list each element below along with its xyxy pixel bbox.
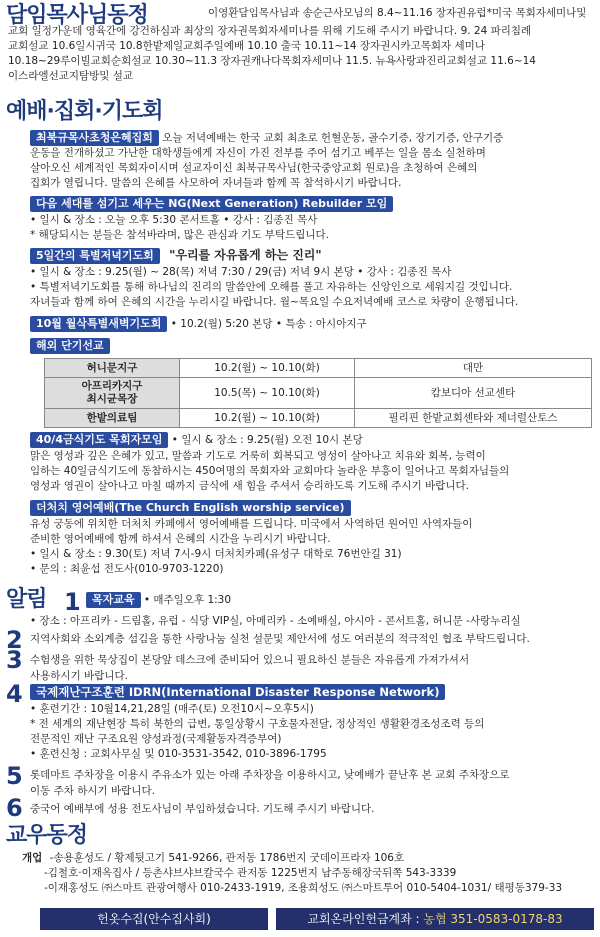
mission-table xyxy=(44,358,592,428)
notice-number: 4 xyxy=(6,680,23,708)
notice-line: 이동 주차 하시기 바랍니다. xyxy=(30,785,155,797)
notice-line: 수험생을 위한 묵상집이 본당앞 데스크에 준비되어 있으니 필요하신 분들은 자유롭게 가져가셔서 xyxy=(30,654,470,666)
fasting-section xyxy=(30,432,595,494)
special-evening-label: 5일간의 특별저녁기도회 xyxy=(30,248,160,264)
english-line: • 일시 & 장소 : 9.30(토) 저녁 7시-9시 더처치카페(유성구 대학로 76번안길 31) xyxy=(30,548,402,560)
mission-team: 아프리카지구 최시균목장 xyxy=(45,378,180,409)
revival-line: 오늘 저녁예배는 한국 교회 최초로 헌혈운동, 골수기증, 장기기증, 안구기증 xyxy=(162,132,504,144)
revival-label: 최북규목사초청은혜집회 xyxy=(30,130,159,146)
members-line: -송용훈성도 / 황제뒷고기 541-9266, 관저동 1786번지 굿데이프라자 106호 xyxy=(49,852,405,864)
notice-2 xyxy=(30,632,595,647)
dawn-text: • 10.2(월) 5:20 본당 • 특송 : 아시아지구 xyxy=(170,318,367,330)
rebuilder-line: * 해당되시는 분들은 참석바라며, 많은 관심과 기도 부탁드립니다. xyxy=(30,229,330,241)
mission-place: 대만 xyxy=(355,359,592,378)
notice-5 xyxy=(30,767,595,799)
notice-line: • 장소 : 아프리카 - 드림홀, 유럽 - 식당 VIP실, 아메리카 - 소예배실, 아시아 - 콘서트홀, 허니문 -사랑누리실 xyxy=(30,615,521,627)
pastor-news-title: 담임목사님동정 xyxy=(6,3,148,28)
dawn-label: 10월 월삭특별새벽기도회 xyxy=(30,316,167,332)
pastor-news-line: 이스라엘선교지탐방및 설교 xyxy=(8,70,134,82)
pastor-news-body xyxy=(8,6,592,84)
table-row xyxy=(45,359,592,378)
notice-line: 중국어 예배부에 성용 전도사님이 부임하셨습니다. 기도해 주시기 바랍니다. xyxy=(30,803,375,815)
dawn-section xyxy=(30,316,595,333)
special-evening-line: • 일시 & 장소 : 9.25(월) ~ 28(목) 저녁 7:30 / 29(금) 저녁 9시 본당 • 강사 : 김종진 목사 xyxy=(30,266,452,278)
english-label: 더처치 영어예배(The Church English worship service) xyxy=(30,500,351,516)
members-prefix: 개업 xyxy=(22,852,43,864)
pastor-news-line: 교회설교 10.6일시귀국 10.8한밭제일교회주일예배 10.10 출국 10.11~14 장자권시카고목회자 세미나 xyxy=(8,40,485,52)
revival-line: 집회가 열립니다. 말씀의 은혜를 사모하여 자녀들과 함께 꼭 참석하시기 바랍니다. xyxy=(30,177,402,189)
special-evening-section xyxy=(30,247,595,310)
worship-title: 예배·집회·기도회 xyxy=(6,99,163,124)
special-evening-line: 자녀들과 함께 하여 은혜의 시간을 누리시길 바랍니다. 월~목요일 수요저녁예배 코스로 차량이 운행됩니다. xyxy=(30,296,519,308)
footer-clothes-text: 헌옷수집(안수집사회) xyxy=(97,912,211,926)
footer-account-label: 교회온라인헌금계좌 : xyxy=(307,912,424,926)
revival-line: 운동을 전개하셨고 가난한 대학생들에게 자신이 가진 전부를 주어 섬기고 베푸는 일을 몸소 실천하며 xyxy=(30,147,486,159)
notice-1-head: • 매주일오후 1:30 xyxy=(143,594,232,606)
table-row xyxy=(45,378,592,409)
notice-6 xyxy=(30,801,595,817)
mission-place: 필리핀 한밭교회센타와 제너럴산토스 xyxy=(355,409,592,428)
english-line: 준비한 영어예배에 함께 하셔서 은혜의 시간을 누리시기 바랍니다. xyxy=(30,533,331,545)
notice-line: 지역사회와 소외계층 섬김을 통한 사랑나눔 실천 설문및 제안서에 성도 여러분의 적극적인 협조 부탁드립니다. xyxy=(30,633,530,645)
mission-label: 해외 단기선교 xyxy=(30,338,110,354)
english-line: 유성 궁동에 위치한 더처치 카페에서 영어예배를 드립니다. 미국에서 사역하던 원어민 사역자들이 xyxy=(30,518,473,530)
fasting-line: 영성과 영권이 살아나고 마칠 때까지 금식에 새 힘을 주셔서 승리하도록 기도해 주시기 바랍니다. xyxy=(30,480,469,492)
rebuilder-label: 다음 세대를 섬기고 세우는 NG(Next Generation) Rebuilder 모임 xyxy=(30,196,393,212)
fasting-head: • 일시 & 장소 : 9.25(월) 오전 10시 본당 xyxy=(171,434,363,446)
notices-title: 알림 xyxy=(6,587,47,612)
notice-number: 1 xyxy=(64,588,81,616)
notice-1-label: 목자교육 xyxy=(86,592,141,608)
mission-team: 한밭의료팀 xyxy=(45,409,180,428)
pastor-news-line: 교회 일정가운데 영육간에 강건하심과 최상의 장자권목회자세미나를 위해 기도해 주시기 바랍니다. 9. 24 파리침례 xyxy=(8,25,532,37)
mission-place: 캄보디아 선교센타 xyxy=(355,378,592,409)
members-line: -이재홍성도 ㈜스마트 관광여행사 010-2433-1919, 조용희성도 ㈜스마트투어 010-5404-1031/ 태평동379-33 xyxy=(44,882,563,894)
mission-team: 허니문지구 xyxy=(45,359,180,378)
special-evening-line: • 특별저녁기도회를 통해 하나님의 진리의 말씀안에 오해를 풀고 자유하는 신앙인으로 세워지길 것입니다. xyxy=(30,281,513,293)
rebuilder-line: • 일시 & 장소 : 오늘 오후 5:30 콘서트홀 • 강사 : 김종진 목사 xyxy=(30,214,318,226)
mission-date: 10.5(목) ~ 10.10(화) xyxy=(180,378,355,409)
table-row xyxy=(45,409,592,428)
notice-line: 전문적인 재난 구조요원 양성과정(국제활동자격증부여) xyxy=(30,733,282,745)
mission-date: 10.2(월) ~ 10.10(화) xyxy=(180,359,355,378)
members-body xyxy=(22,851,597,896)
fasting-line: 임하는 40일금식기도에 동참하시는 450여명의 목회자와 교회마다 놀라운 부흥이 일어나고 목회자님들의 xyxy=(30,465,510,477)
fasting-label: 40/4금식기도 목회자모임 xyxy=(30,432,168,448)
notice-number: 3 xyxy=(6,646,23,674)
pastor-news-line: 10.18~29루이빌교회순회설교 10.30~11.3 장자권캐나다목회자세미나 11.5. 뉴욕사랑과진리교회설교 11.6~14 xyxy=(8,55,536,67)
notice-number: 5 xyxy=(6,762,23,790)
notice-line: * 전 세계의 재난현장 특히 북한의 급변, 통일상황시 구호물자전달, 정상적인 생활환경조성조력 등의 xyxy=(30,718,485,730)
footer-account-number: 농협 351-0583-0178-83 xyxy=(423,912,563,926)
notice-1-body xyxy=(30,614,595,629)
footer-clothes-bar xyxy=(40,908,268,930)
notice-4 xyxy=(30,684,595,762)
revival-section xyxy=(30,130,595,191)
english-section xyxy=(30,500,595,577)
pastor-news-line: 이영환담임목사님과 송순근사모님의 8.4~11.16 장자권유럽*미국 목회자세미나및 xyxy=(208,7,587,19)
rebuilder-section xyxy=(30,196,595,243)
revival-line: 살아오신 세계적인 목회자이시며 설교자이신 최북규목사님(한국중앙교회 원로)을 초청하여 은혜의 xyxy=(30,162,478,174)
notice-3 xyxy=(30,652,595,684)
english-line: • 문의 : 최윤섭 전도사(010-9703-1220) xyxy=(30,563,224,575)
members-line: -김철호·이재옥집사 / 등촌샤브샤브칼국수 관저동 1225번지 남주동해장국뒤쪽 543-3339 xyxy=(44,867,457,879)
notice-line: • 훈련기간 : 10월14,21,28일 (매주(토) 오전10시~오후5시) xyxy=(30,703,314,715)
notice-number: 6 xyxy=(6,794,23,822)
notice-line: • 훈련신청 : 교회사무실 및 010-3531-3542, 010-3896-1795 xyxy=(30,748,327,760)
mission-date: 10.2(월) ~ 10.10(화) xyxy=(180,409,355,428)
notice-1 xyxy=(86,592,596,609)
footer-account-bar xyxy=(276,908,594,930)
notice-number: 2 xyxy=(6,626,23,654)
notice-line: 롯데마트 주차장을 이용시 주유소가 있는 아래 주차장을 이용하시고, 낮예배가 끝난후 본 교회 주차장으로 xyxy=(30,769,510,781)
notice-4-label: 국제재난구조훈련 IDRN(International Disaster Response Network) xyxy=(30,684,445,700)
special-evening-subtitle: "우리를 자유롭게 하는 진리" xyxy=(169,248,322,262)
mission-section xyxy=(30,338,595,355)
fasting-line: 맑은 영성과 깊은 은혜가 있고, 말씀과 기도로 거룩히 회복되고 영성이 살아나고 치유와 회복, 능력이 xyxy=(30,450,486,462)
notice-line: 사용하시기 바랍니다. xyxy=(30,670,128,682)
members-title: 교우동정 xyxy=(6,823,88,848)
